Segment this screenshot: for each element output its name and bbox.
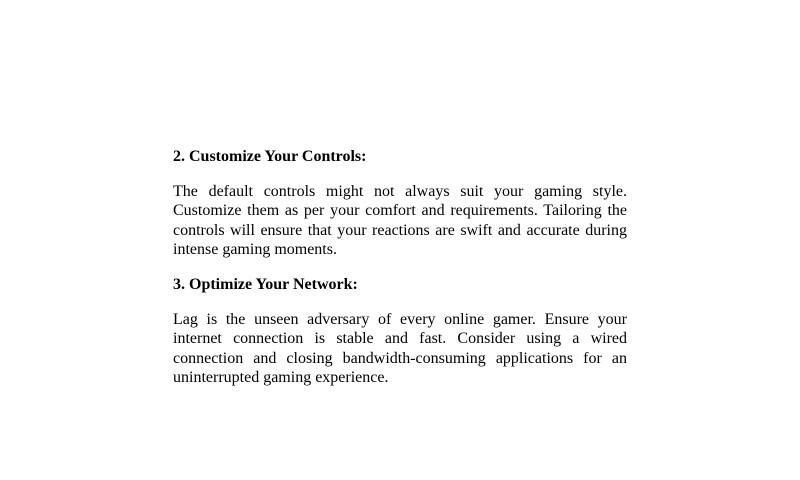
article-content — [173, 147, 627, 403]
section-heading-optimize-network: 3. Optimize Your Network: — [173, 275, 358, 293]
section-body-customize-controls: The default controls might not always suit your gaming style. Customize them as per your comfort and requirements. Tailoring the controls will ensure that your reactions are swift and accurate during intense gaming moments. — [173, 183, 627, 258]
section-body-optimize-network: Lag is the unseen adversary of every online gamer. Ensure your internet connection is stable and fast. Consider using a wired connection and closing bandwidth-consuming applications for an uninterrupted gaming experience. — [173, 311, 627, 386]
section-heading-customize-controls: 2. Customize Your Controls: — [173, 148, 367, 165]
